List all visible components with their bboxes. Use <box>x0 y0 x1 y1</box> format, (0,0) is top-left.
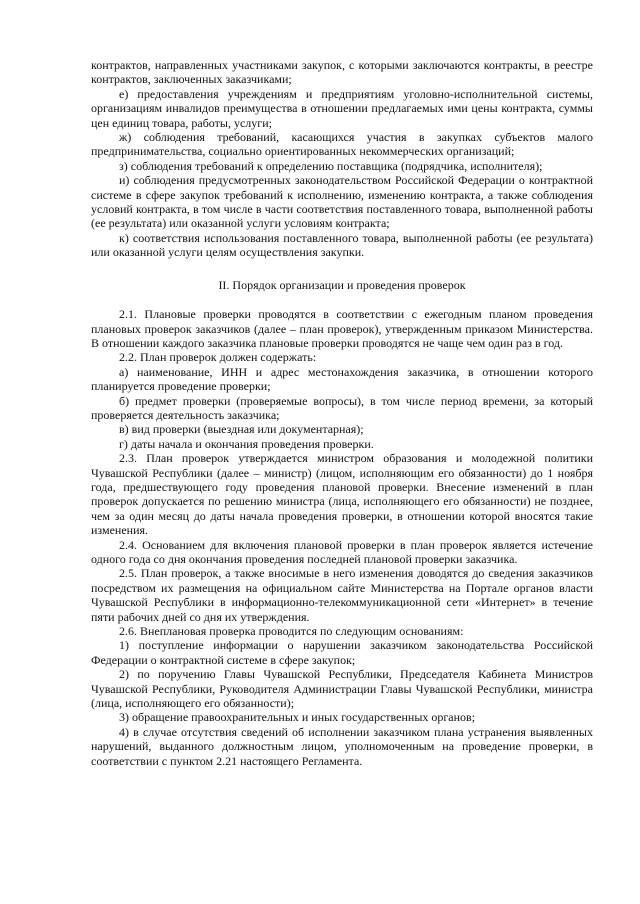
paragraph-2-6: 2.6. Внеплановая проверка проводится по следующим основаниям: <box>119 624 464 639</box>
paragraph-continuation: контрактов, направленных участниками закупок, с которыми заключаются контракты, в реестре контрактов, заключенных заказчиками; <box>91 58 593 87</box>
paragraph-2-6-3: 3) обращение правоохранительных и иных государственных органов; <box>119 710 476 725</box>
paragraph-2-6-2: 2) по поручению Главы Чувашской Республики, Председателя Кабинета Министров Чувашской Республики, Руководителя Администрации Главы Чувашской Республики, министра (лица, исполняющего его обязанности); <box>91 667 593 711</box>
paragraph-2-3: 2.3. План проверок утверждается министром образования и молодежной политики Чувашской Республики (далее – министр) (лицом, исполняющим его обязанности) до 1 ноября года, предшествующего году проведения плановой проверки. Внесение изменений в план проверок допускается по решению министра (лица, исполняющего его обязанности) не позднее, чем за один месяц до даты начала проведения проверки, в отношении которой вносятся такие изменения. <box>91 451 593 538</box>
paragraph-2-4: 2.4. Основанием для включения плановой проверки в план проверок является истечение одного года со дня окончания проведения последней плановой проверки заказчика. <box>91 537 593 566</box>
paragraph-item-zh: ж) соблюдения требований, касающихся участия в закупках субъектов малого предпринимательства, социально ориентированных некоммерческих организаций; <box>91 130 593 159</box>
paragraph-2-2-a: а) наименование, ИНН и адрес местонахождения заказчика, в отношении которого планируется проведение проверки; <box>91 364 593 394</box>
paragraph-2-2-v: в) вид проверки (выездная или документарная); <box>119 422 364 437</box>
paragraph-item-z: з) соблюдения требований к определению поставщика (подрядчика, исполнителя); <box>119 158 543 173</box>
paragraph-2-5: 2.5. План проверок, а также вносимые в него изменения доводятся до сведения заказчиков посредством их размещения на официальном сайте Министерства на Портале органов власти Чувашской Республики в информационно-телекоммуникационной сети «Интернет» в течение пяти рабочих дней со дня их утверждения. <box>91 566 593 624</box>
paragraph-2-6-1: 1) поступление информации о нарушении заказчиком законодательства Российской Федерации о контрактной системе в сфере закупок; <box>91 638 593 667</box>
paragraph-2-6-4: 4) в случае отсутствия сведений об исполнении заказчиком плана устранения выявленных нарушений, выданного должностным лицом, уполномоченным на проведение проверки, в соответствии с пунктом 2.21 настоящего Регламента. <box>91 724 593 768</box>
paragraph-2-2-b: б) предмет проверки (проверяемые вопросы), в том числе период времени, за который проверяется деятельность заказчика; <box>91 393 593 422</box>
paragraph-2-2: 2.2. План проверок должен содержать: <box>119 350 317 365</box>
paragraph-2-2-g: г) даты начала и окончания проведения проверки. <box>119 436 374 451</box>
paragraph-item-i: и) соблюдения предусмотренных законодательством Российской Федерации о контрактной системе в сфере закупок требований к исполнению, изменению контракта, а также соблюдения условий контракта, в том числе в части соответствия поставленного товара, выполненной работы (ее результата) или оказанной услуги условиям контракта; <box>91 173 593 231</box>
paragraph-item-k: к) соответствия использования поставленного товара, выполненной работы (ее результата) или оказанной услуги целям осуществления закупки. <box>91 230 593 260</box>
paragraph-item-e: е) предоставления учреждениям и предприятиям уголовно-исполнительной системы, организациям инвалидов преимущества в отношении предлагаемых ими цены контракта, суммы цен единиц товара, работы, услуги; <box>91 86 593 130</box>
section-heading: II. Порядок организации и проведения проверок <box>218 277 466 292</box>
section-block <box>91 307 593 768</box>
lead-block <box>91 58 593 260</box>
paragraph-2-1: 2.1. Плановые проверки проводятся в соответствии с ежегодным планом проведения плановых проверок заказчиков (далее – план проверок), утвержденным приказом Министерства. В отношении каждого заказчика плановые проверки проводятся не чаще чем один раз в год. <box>91 307 593 350</box>
